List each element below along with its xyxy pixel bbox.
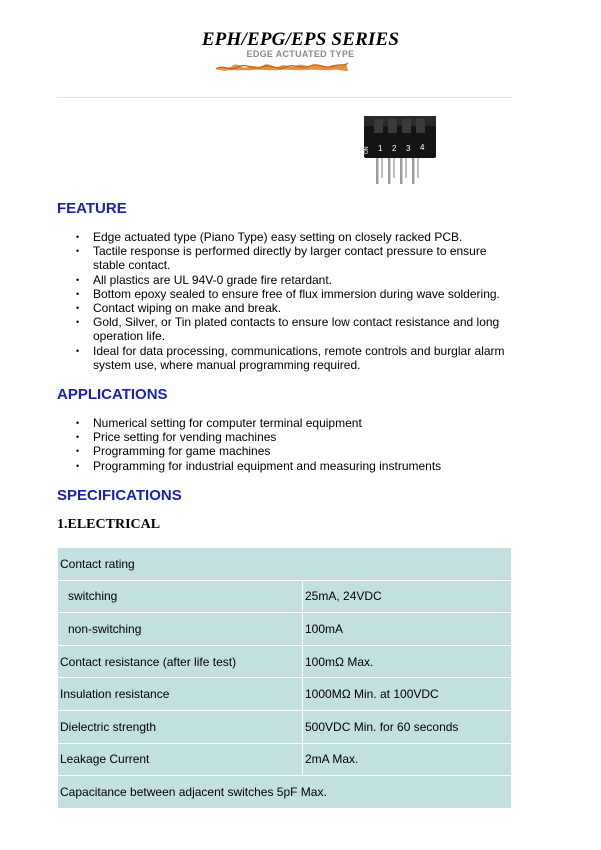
list-item: • Gold, Silver, or Tin plated contacts to ensure low contact resistance and long operation life.	[57, 315, 517, 343]
specifications-heading: SPECIFICATIONS	[57, 487, 182, 504]
spec-label: Insulation resistance	[58, 678, 303, 711]
switch-number-1: 1	[378, 144, 383, 153]
list-item: • Bottom epoxy sealed to ensure free of flux immersion during wave soldering.	[57, 287, 517, 301]
electrical-subheading: 1.ELECTRICAL	[57, 517, 161, 532]
spec-value: 100mΩ Max.	[303, 645, 512, 678]
spec-label: non-switching	[58, 613, 303, 646]
switch-number-4: 4	[420, 143, 425, 152]
list-item: • Programming for game machines	[57, 444, 517, 458]
spec-value: 2mA Max.	[303, 743, 512, 776]
feature-heading: FEATURE	[57, 200, 127, 217]
page-title: EPH/EPG/EPS SERIES	[201, 29, 400, 50]
table-row	[58, 645, 512, 678]
switch-on-label: ON	[364, 146, 370, 154]
table-row	[58, 613, 512, 646]
applications-heading: APPLICATIONS	[57, 386, 168, 403]
list-item: • Ideal for data processing, communications, remote controls and burglar alarm system use, where manual programming required.	[57, 344, 517, 372]
list-item: • All plastics are UL 94V-0 grade fire retardant.	[57, 273, 517, 287]
decorative-wave-underline	[214, 57, 350, 75]
spec-label: Capacitance between adjacent switches 5pF Max.	[58, 776, 512, 809]
spec-value: 25mA, 24VDC	[303, 580, 512, 613]
list-item: • Contact wiping on make and break.	[57, 301, 517, 315]
table-row	[58, 548, 512, 581]
spec-label: switching	[58, 580, 303, 613]
switch-number-2: 2	[392, 144, 397, 153]
page-subtitle: EDGE ACTUATED TYPE	[246, 49, 355, 59]
table-row	[58, 678, 512, 711]
applications-list	[57, 416, 517, 473]
table-row	[58, 710, 512, 743]
switch-pins	[376, 154, 419, 184]
switch-number-3: 3	[406, 144, 411, 153]
table-row	[58, 580, 512, 613]
electrical-spec-table	[57, 547, 512, 809]
list-item: • Price setting for vending machines	[57, 430, 517, 444]
spec-label: Contact resistance (after life test)	[58, 645, 303, 678]
list-item: • Numerical setting for computer terminal equipment	[57, 416, 517, 430]
spec-value: 1000MΩ Min. at 100VDC	[303, 678, 512, 711]
spec-label: Dielectric strength	[58, 710, 303, 743]
list-item: • Tactile response is performed directly by larger contact pressure to ensure stable contact.	[57, 244, 517, 272]
spec-value: 100mA	[303, 613, 512, 646]
feature-list	[57, 230, 517, 372]
list-item: • Edge actuated type (Piano Type) easy setting on closely racked PCB.	[57, 230, 517, 244]
spec-value: 500VDC Min. for 60 seconds	[303, 710, 512, 743]
table-row	[58, 776, 512, 809]
table-row	[58, 743, 512, 776]
spec-label: Leakage Current	[58, 743, 303, 776]
dip-switch-product-image	[358, 110, 442, 186]
list-item: • Programming for industrial equipment and measuring instruments	[57, 459, 517, 473]
header-divider	[57, 97, 512, 98]
spec-label: Contact rating	[58, 548, 512, 581]
